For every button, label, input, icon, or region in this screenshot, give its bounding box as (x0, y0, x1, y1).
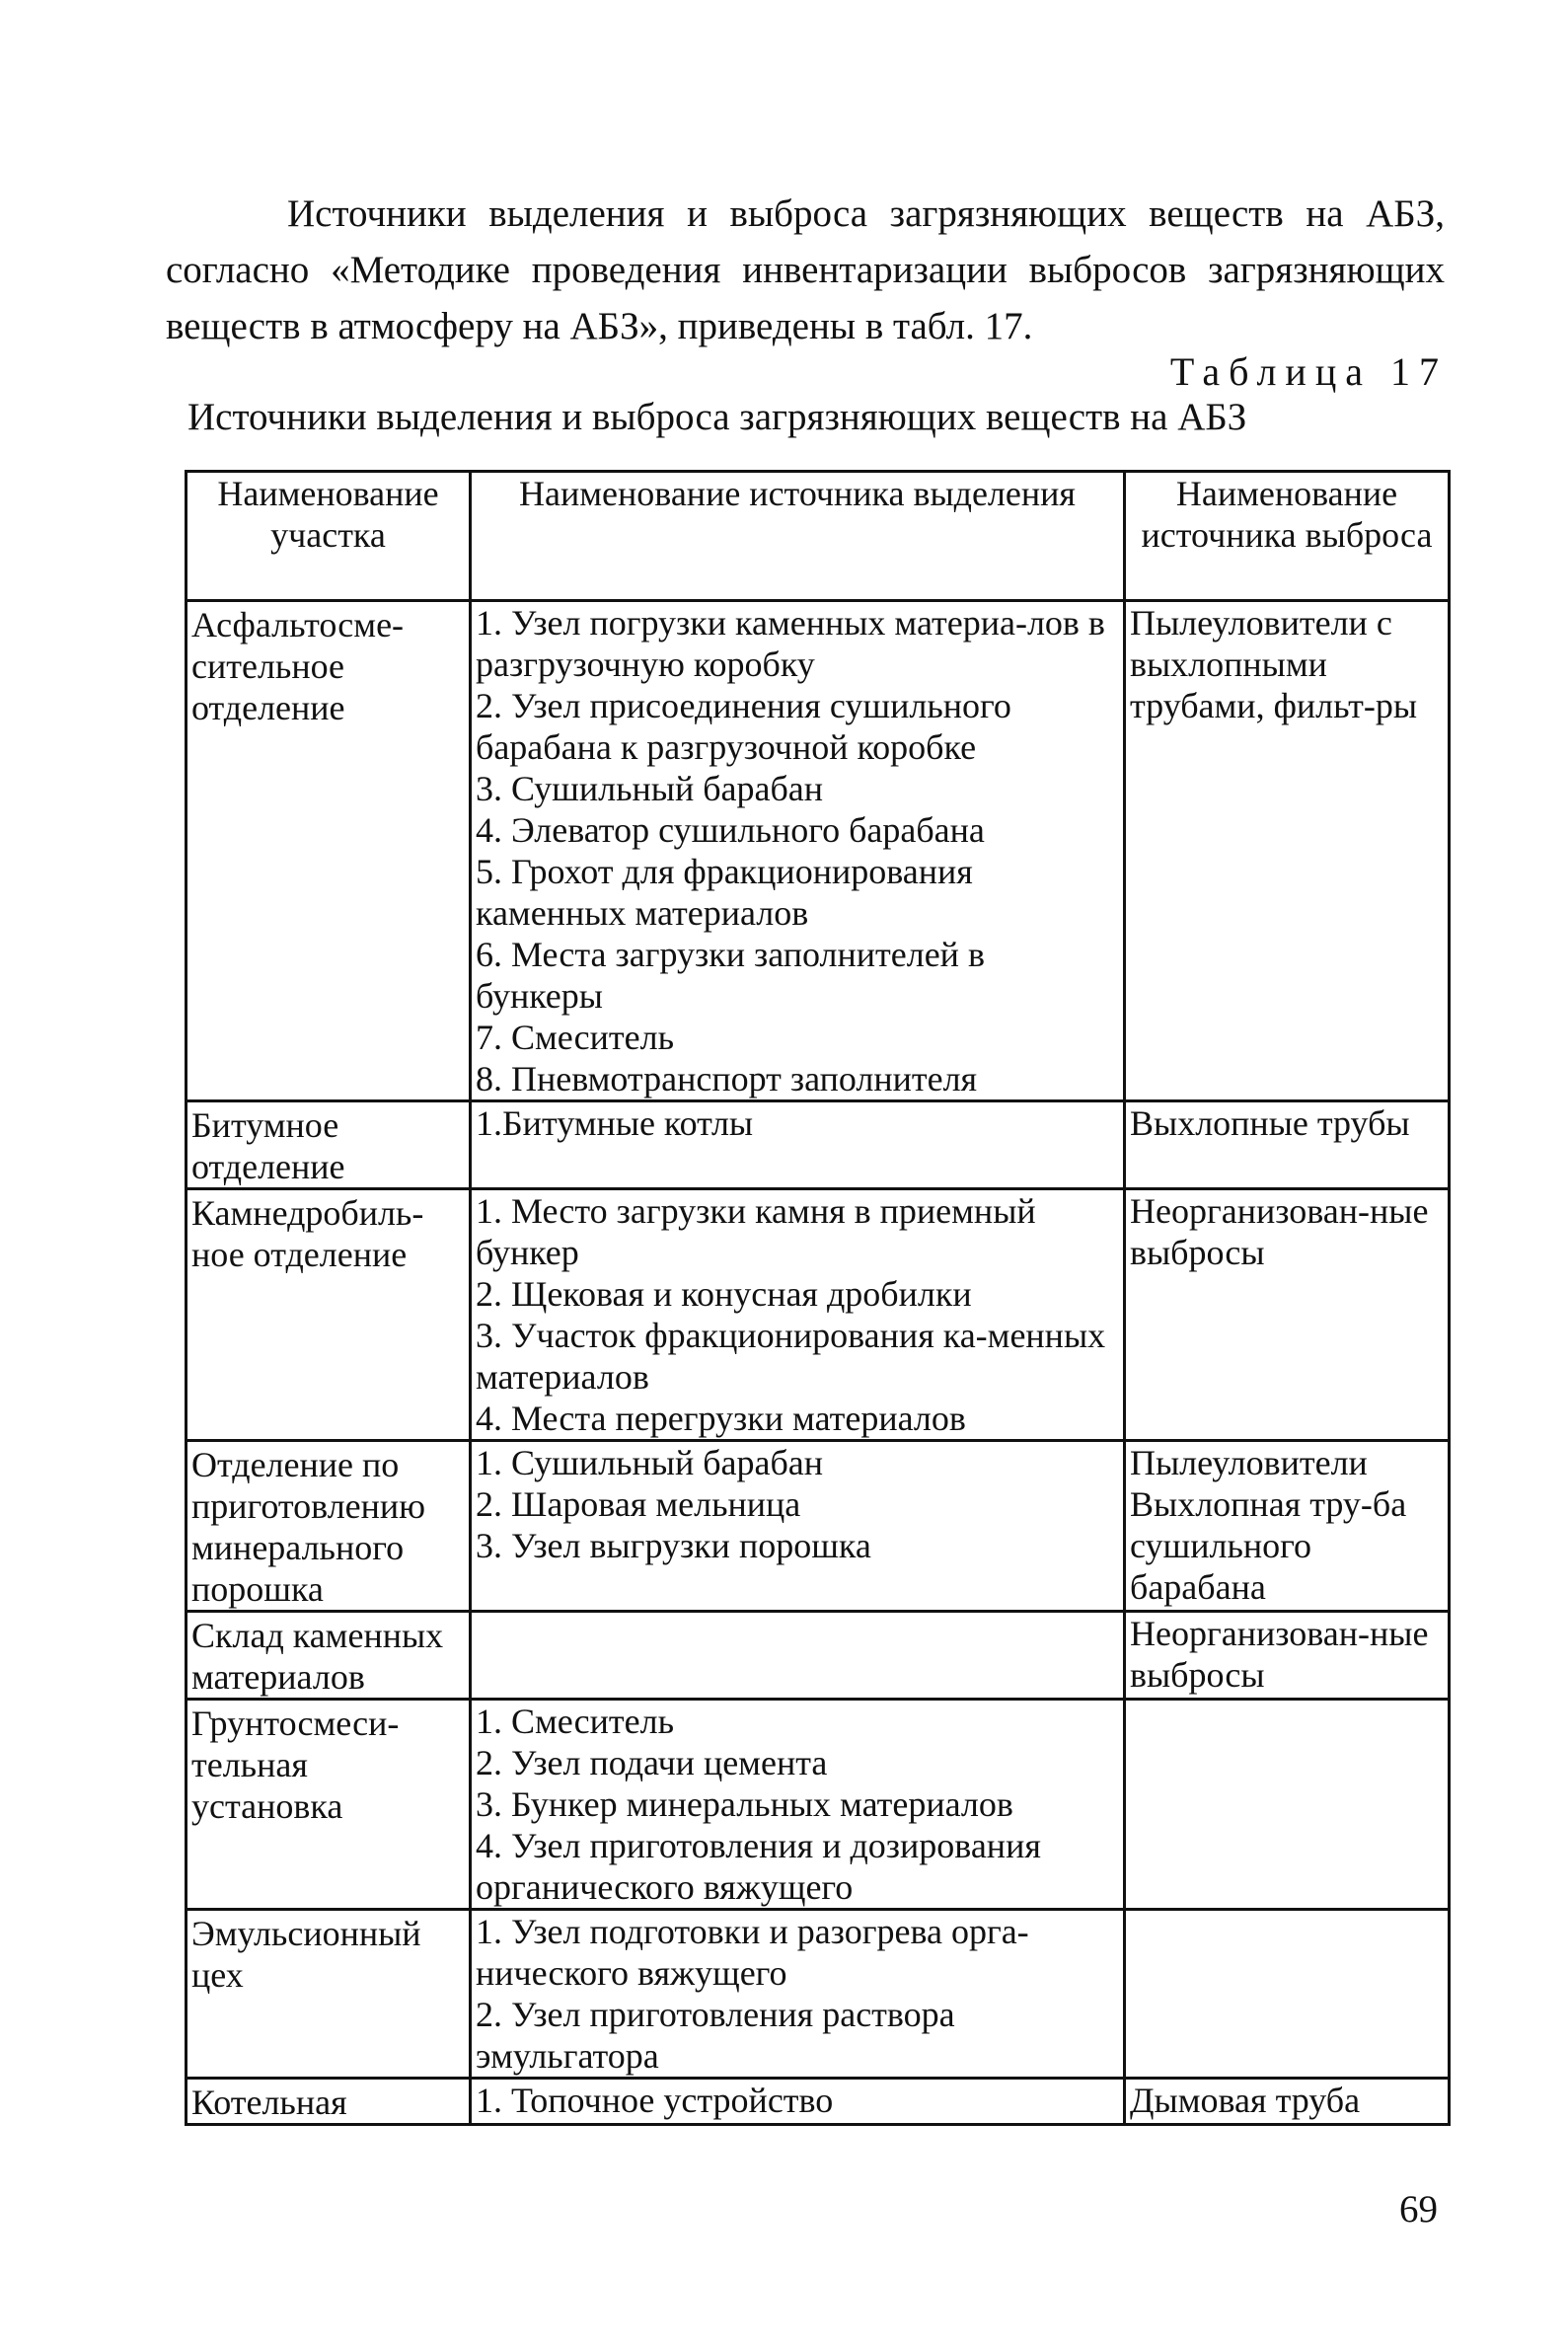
source-item: 4. Места перегрузки материалов (476, 1399, 966, 1438)
section-name-cell: Битумное отделение (187, 1101, 471, 1189)
table-title: Источники выделения и выброса загрязняющих веществ на АБЗ (187, 396, 1247, 438)
source-item: 1. Узел подготовки и разогрева орга-нического вяжущего (476, 1912, 1029, 1993)
emission-source-cell: Неорганизован-ные выбросы (1125, 1612, 1450, 1700)
source-item: 6. Места загрузки заполнителей в бункеры (476, 935, 985, 1016)
sources-list (476, 2080, 1119, 2121)
emission-source-cell: Пылеуловители с выхлопными трубами, фильт-ры (1125, 601, 1450, 1101)
section-name-cell: Котельная (187, 2079, 471, 2125)
table-header-row (187, 472, 1450, 601)
sources-cell (471, 2079, 1125, 2125)
source-item: 3. Бункер минеральных материалов (476, 1784, 1013, 1824)
emission-source-cell: Неорганизован-ные выбросы (1125, 1189, 1450, 1441)
emission-source-cell: Выхлопные трубы (1125, 1101, 1450, 1189)
emission-source-cell: Дымовая труба (1125, 2079, 1450, 2125)
intro-paragraph: Источники выделения и выброса загрязняющих веществ на АБЗ, согласно «Методике проведения инвентаризации выбросов загрязняющих веществ в атмосферу на АБЗ», приведены в табл. 17. (166, 192, 1445, 347)
header-section: Наименование участка (187, 472, 471, 601)
section-name-cell: Склад каменных материалов (187, 1612, 471, 1700)
source-item: 8. Пневмотранспорт заполнителя (476, 1059, 978, 1098)
source-item: 2. Узел приготовления раствора эмульгатора (476, 1995, 955, 2076)
source-item: 1. Узел погрузки каменных материа-лов в разгрузочную коробку (476, 603, 1105, 684)
source-item: 2. Узел присоединения сушильного барабана к разгрузочной коробке (476, 686, 1011, 767)
table-label: Таблица 17 (1169, 349, 1448, 394)
sources-cell (471, 1189, 1125, 1441)
source-item: 2. Щековая и конусная дробилки (476, 1274, 972, 1314)
emission-source-cell: Пылеуловители Выхлопная тру-ба сушильного барабана (1125, 1441, 1450, 1612)
source-item: 1.Битумные котлы (476, 1103, 754, 1143)
source-item: 1. Топочное устройство (476, 2081, 834, 2120)
source-item: 5. Грохот для фракционирования каменных материалов (476, 852, 973, 933)
table-row (187, 1101, 1450, 1189)
emission-source-cell (1125, 1910, 1450, 2079)
sources-list (476, 1701, 1119, 1908)
source-item: 7. Смеситель (476, 1018, 675, 1057)
sources-list (476, 1911, 1119, 2077)
table-row (187, 2079, 1450, 2125)
table-row (187, 1441, 1450, 1612)
table-row (187, 1700, 1450, 1910)
sources-cell (471, 1441, 1125, 1612)
sources-cell (471, 601, 1125, 1101)
emission-sources-table (185, 470, 1451, 2126)
source-item: 1. Смеситель (476, 1702, 675, 1741)
table-body (187, 601, 1450, 2125)
source-item: 3. Участок фракционирования ка-менных материалов (476, 1316, 1106, 1397)
sources-list (476, 1102, 1119, 1144)
section-name-cell: Асфальтосме-сительное отделение (187, 601, 471, 1101)
emission-source-cell (1125, 1700, 1450, 1910)
source-item: 3. Сушильный барабан (476, 769, 824, 808)
sources-cell (471, 1101, 1125, 1189)
header-source: Наименование источника выделения (471, 472, 1125, 601)
section-name-cell: Камнедробиль-ное отделение (187, 1189, 471, 1441)
page-number: 69 (1399, 2188, 1438, 2231)
section-name-cell: Отделение по приготовлению минерального порошка (187, 1441, 471, 1612)
sources-cell (471, 1700, 1125, 1910)
sources-list (476, 1442, 1119, 1566)
sources-cell (471, 1910, 1125, 2079)
header-emission: Наименование источника выброса (1125, 472, 1450, 601)
source-item: 4. Узел приготовления и дозирования органического вяжущего (476, 1826, 1041, 1907)
source-item: 2. Узел подачи цемента (476, 1743, 828, 1782)
source-item: 1. Место загрузки камня в приемный бункер (476, 1191, 1036, 1272)
table-row (187, 1612, 1450, 1700)
table-row (187, 1910, 1450, 2079)
section-name-cell: Грунтосмеси-тельная установка (187, 1700, 471, 1910)
source-item: 3. Узел выгрузки порошка (476, 1526, 871, 1565)
table-row (187, 1189, 1450, 1441)
sources-cell (471, 1612, 1125, 1700)
section-name-cell: Эмульсионный цех (187, 1910, 471, 2079)
sources-list (476, 1190, 1119, 1439)
sources-list (476, 602, 1119, 1099)
source-item: 4. Элеватор сушильного барабана (476, 810, 985, 850)
source-item: 2. Шаровая мельница (476, 1484, 801, 1524)
table-row (187, 601, 1450, 1101)
source-item: 1. Сушильный барабан (476, 1443, 824, 1482)
